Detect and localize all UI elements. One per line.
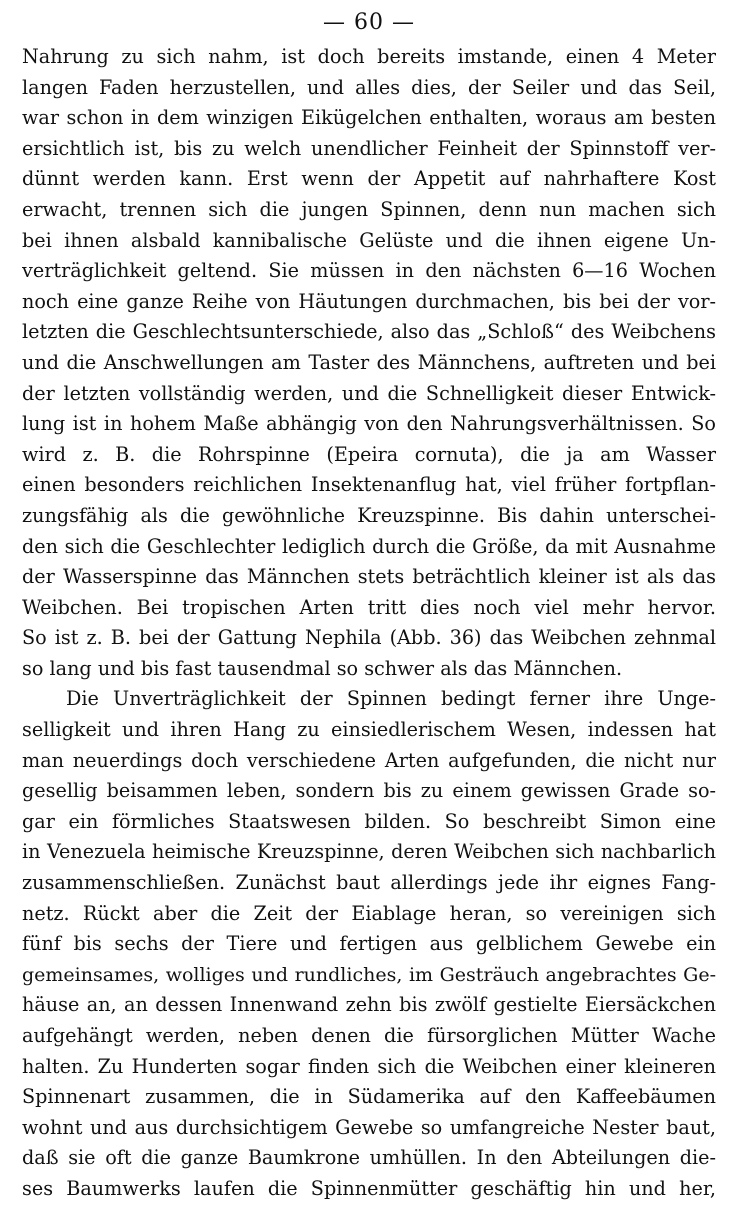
text-line: lung ist in hohem Maße abhängig von den Nahrungsverhältnissen. So [22, 412, 716, 436]
text-line: war schon in dem winzigen Eikügelchen enthalten, woraus am besten [22, 106, 716, 130]
text-line: dünnt werden kann. Erst wenn der Appetit auf nahrhaftere Kost [22, 167, 716, 191]
text-line: zusammenschließen. Zunächst baut allerdings jede ihr eignes Fang- [22, 871, 716, 895]
text-line: häuse an, an dessen Innenwand zehn bis zwölf gestielte Eiersäckchen [22, 993, 716, 1017]
page-number: — 60 — [323, 10, 415, 35]
text-line: ses Baumwerks laufen die Spinnenmütter geschäftig hin und her, [22, 1176, 716, 1200]
text-line: So ist z. B. bei der Gattung Nephila (Abb. 36) das Weibchen zehnmal [22, 626, 716, 650]
text-line: gemeinsames, wolliges und rundliches, im Gesträuch angebrachtes Ge- [22, 963, 716, 986]
text-line: noch eine ganze Reihe von Häutungen durchmachen, bis bei der vor- [22, 289, 716, 313]
text-line: langen Faden herzustellen, und alles dies, der Seiler und das Seil, [22, 75, 716, 99]
text-line: wird z. B. die Rohrspinne (Epeira cornuta), die ja am Wasser [22, 442, 716, 466]
text-line: so lang und bis fast tausendmal so schwer als das Männchen. [22, 656, 623, 680]
text-line: einen besonders reichlichen Insektenanflug hat, viel früher fortpflan- [22, 473, 716, 497]
text-line: der Wasserspinne das Männchen stets beträchtlich kleiner ist als das [22, 565, 716, 589]
text-line: wohnt und aus durchsichtigem Gewebe so umfangreiche Nester baut, [22, 1115, 716, 1139]
text-line: gesellig beisammen leben, sondern bis zu einem gewissen Grade so- [22, 779, 716, 803]
text-line: erwacht, trennen sich die jungen Spinnen, denn nun machen sich [22, 197, 716, 221]
text-line: Die Unverträglichkeit der Spinnen bedingt ferner ihre Unge- [66, 687, 716, 711]
text-line: Spinnenart zusammen, die in Südamerika auf den Kaffeebäumen [22, 1085, 716, 1109]
text-line: aufgehängt werden, neben denen die fürsorglichen Mütter Wache [22, 1024, 716, 1047]
text-line: ersichtlich ist, bis zu welch unendlicher Feinheit der Spinnstoff ver- [22, 136, 716, 160]
text-line: letzten die Geschlechtsunterschiede, also das „Schloß“ des Weibchens [22, 320, 716, 344]
text-line: daß sie oft die ganze Baumkrone umhüllen. In den Abteilungen die- [22, 1146, 716, 1170]
text-line: netz. Rückt aber die Zeit der Eiablage heran, so vereinigen sich [22, 901, 716, 925]
body-text [22, 42, 716, 1205]
text-line: verträglichkeit geltend. Sie müssen in den nächsten 6—16 Wochen [22, 259, 716, 283]
text-line: fünf bis sechs der Tiere und fertigen aus gelblichem Gewebe ein [22, 932, 716, 956]
text-line: gar ein förmliches Staatswesen bilden. So beschreibt Simon eine [22, 809, 716, 833]
text-line: man neuerdings doch verschiedene Arten aufgefunden, die nicht nur [22, 748, 716, 772]
text-line: zungsfähig als die gewöhnliche Kreuzspinne. Bis dahin unterschei- [22, 503, 716, 527]
text-line: in Venezuela heimische Kreuzspinne, deren Weibchen sich nachbarlich [22, 840, 716, 864]
text-line: Weibchen. Bei tropischen Arten tritt dies noch viel mehr hervor. [22, 595, 716, 619]
text-line: Nahrung zu sich nahm, ist doch bereits imstande, einen 4 Meter [22, 45, 716, 68]
text-line: und die Anschwellungen am Taster des Männchens, auftreten und bei [22, 350, 716, 374]
text-line: bei ihnen alsbald kannibalische Gelüste und die ihnen eigene Un- [22, 228, 716, 252]
text-line: den sich die Geschlechter lediglich durch die Größe, da mit Ausnahme [22, 534, 716, 558]
text-line: selligkeit und ihren Hang zu einsiedlerischem Wesen, indessen hat [22, 718, 716, 742]
text-line: der letzten vollständig werden, und die Schnelligkeit dieser Entwick- [22, 381, 716, 405]
text-line: halten. Zu Hunderten sogar finden sich die Weibchen einer kleineren [22, 1054, 716, 1078]
